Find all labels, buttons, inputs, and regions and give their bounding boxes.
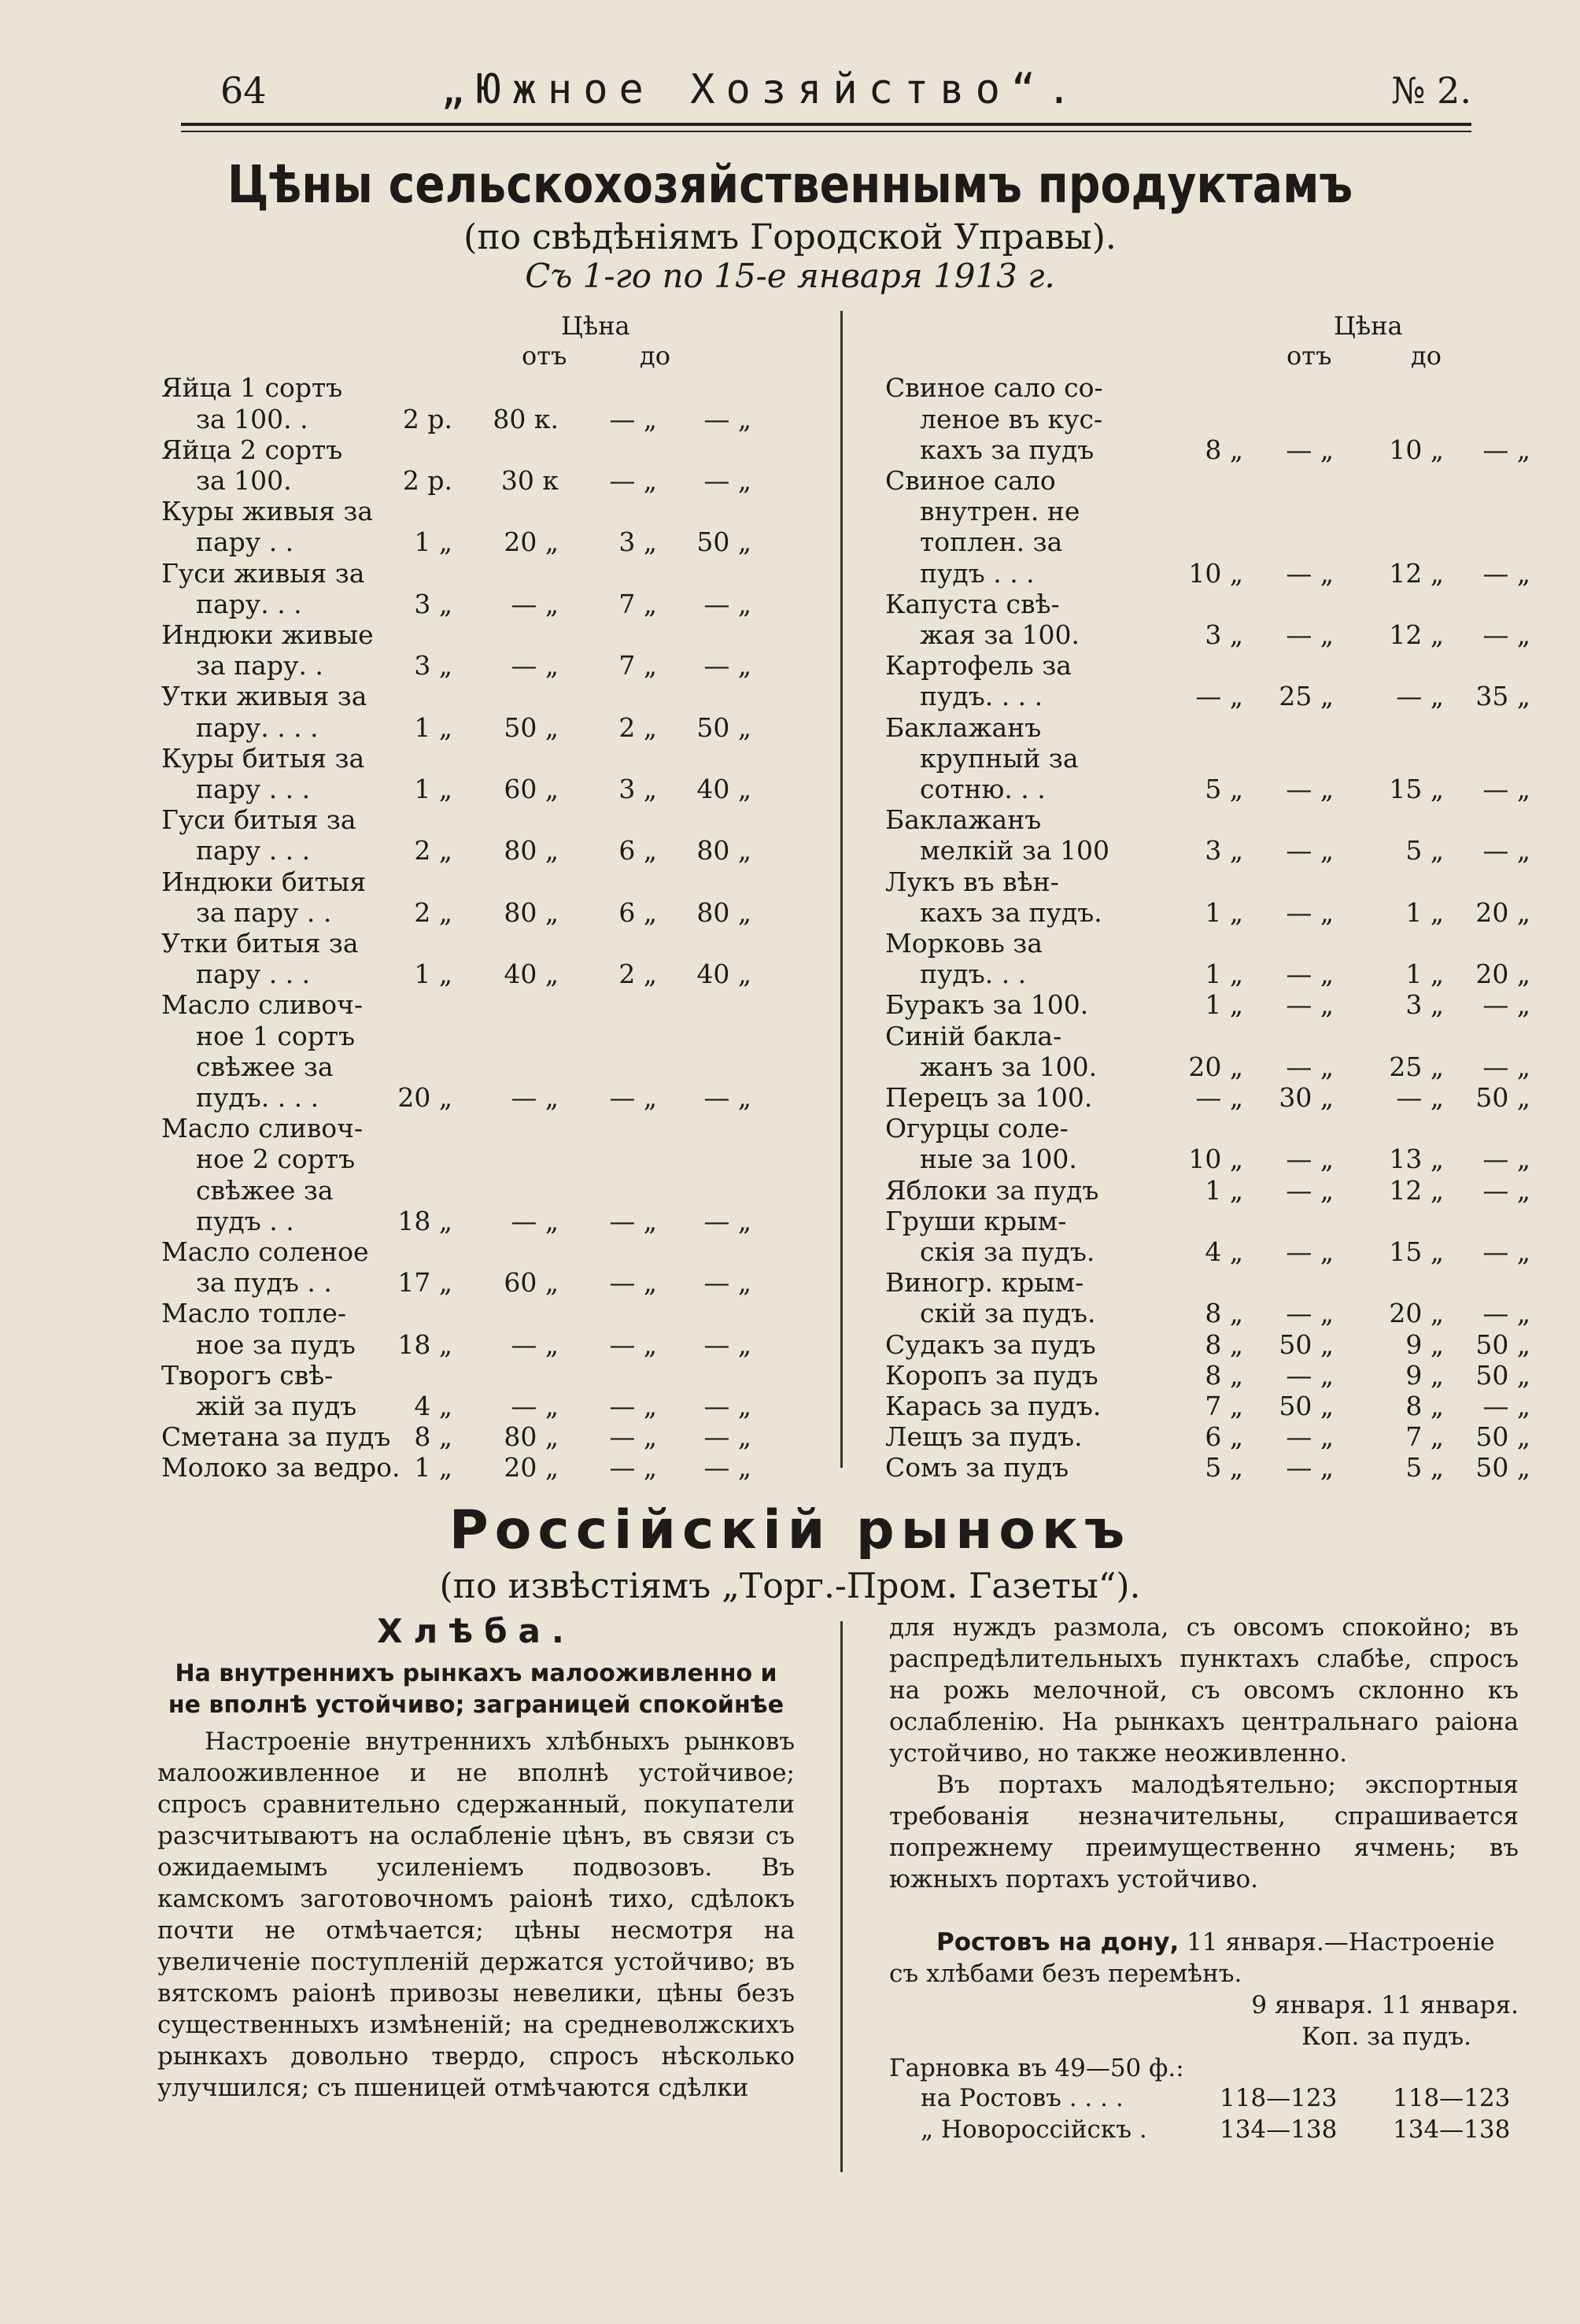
item-name: крупный за <box>920 742 1079 774</box>
header-rule-thin <box>181 131 1471 132</box>
price-value: 2 „ <box>414 896 452 928</box>
price-value: 60 „ <box>504 1267 559 1299</box>
item-name: Морковь за <box>885 928 1043 959</box>
item-name: жанъ за 100. <box>920 1051 1098 1082</box>
prices-subtitle: (по свѣдѣніямъ Городской Управы). <box>463 217 1117 257</box>
price-value: 50 „ <box>696 527 751 558</box>
price-value: 30 к <box>500 465 559 496</box>
quotes-table <box>889 2084 1519 2147</box>
price-value: — „ <box>1482 989 1530 1021</box>
price-value: 5 „ <box>1405 1452 1444 1483</box>
price-value: 18 „ <box>397 1328 452 1360</box>
price-value: 5 „ <box>1205 774 1243 804</box>
price-value: 1 „ <box>414 1452 452 1483</box>
price-value: 20 „ <box>1475 959 1530 990</box>
price-value: — „ <box>1482 434 1530 465</box>
price-value: 2 „ <box>618 711 657 743</box>
item-name: Яйца 1 сортъ <box>161 372 343 404</box>
price-value: 3 „ <box>1205 835 1243 866</box>
item-name: Огурцы соле- <box>885 1113 1069 1144</box>
price-value: 8 „ <box>1205 1328 1243 1360</box>
price-value: — „ <box>1482 1236 1530 1267</box>
price-value: — „ <box>609 1082 657 1113</box>
price-value: 20 „ <box>504 1452 559 1483</box>
price-value: — „ <box>1286 434 1334 465</box>
price-value: 10 „ <box>1188 557 1243 589</box>
price-value: 8 „ <box>414 1421 452 1453</box>
price-value: 15 „ <box>1389 1236 1444 1267</box>
item-name: Куры битыя за <box>161 742 365 774</box>
item-name: Масло сливоч- <box>161 1113 364 1144</box>
price-value: — „ <box>703 650 751 682</box>
price-value: 12 „ <box>1389 619 1444 650</box>
section-lead: На внутреннихъ рынкахъ малооживленно и не вполнѣ устойчиво; заграницей спокойнѣе <box>168 1660 784 1719</box>
item-name: жій за пудъ <box>196 1391 357 1421</box>
quote-row <box>889 2084 1519 2115</box>
item-name: пудъ . . <box>196 1205 294 1236</box>
price-value: — „ <box>1195 681 1243 712</box>
issue-number: № 2. <box>1390 69 1471 112</box>
price-value: 50 „ <box>1475 1421 1530 1453</box>
item-name: Куры живыя за <box>161 496 374 527</box>
rostov-report <box>889 1927 1519 1990</box>
price-value: 7 „ <box>1405 1421 1444 1453</box>
price-value: — „ <box>703 588 751 619</box>
to-label: до <box>1411 341 1442 371</box>
price-value: — „ <box>1482 774 1530 804</box>
column-rule <box>840 311 843 1468</box>
item-name: сотню. . . <box>920 774 1046 804</box>
item-name: ное за пудъ <box>196 1328 356 1360</box>
price-value: — „ <box>1482 1174 1530 1206</box>
price-value: — „ <box>1482 1144 1530 1175</box>
price-value: — „ <box>1482 835 1530 866</box>
price-value: 1 „ <box>414 959 452 990</box>
item-name: Сметана за пудъ <box>161 1421 391 1453</box>
price-value: — „ <box>1286 1452 1334 1483</box>
price-value: — „ <box>1286 619 1334 650</box>
page-number: 64 <box>220 69 267 112</box>
item-name: Утки битыя за <box>161 928 359 959</box>
item-name: свѣжее за <box>196 1051 334 1082</box>
price-value: — „ <box>609 403 657 434</box>
price-value: — „ <box>1396 1082 1444 1113</box>
item-name: за пару. . <box>196 650 323 682</box>
price-value: 5 „ <box>1405 835 1444 866</box>
price-value: — „ <box>511 650 559 682</box>
price-value: 7 „ <box>618 650 657 682</box>
price-value: 50 „ <box>504 711 559 743</box>
item-name: Коропъ за пудъ <box>885 1359 1098 1391</box>
item-name: Сомъ за пудъ <box>885 1452 1069 1483</box>
price-value: — „ <box>703 1267 751 1299</box>
item-name: Гуси битыя за <box>161 804 356 836</box>
quote-d2: 118—123 <box>1393 2084 1511 2112</box>
price-value: 80 „ <box>696 896 751 928</box>
price-value: — „ <box>1286 1359 1334 1391</box>
price-value: — „ <box>1482 1298 1530 1329</box>
price-value: — „ <box>511 588 559 619</box>
item-name: Свиное сало <box>885 465 1056 496</box>
price-value: — „ <box>703 1328 751 1360</box>
price-value: — „ <box>703 1391 751 1421</box>
price-value: 25 „ <box>1279 681 1334 712</box>
item-name: Утки живыя за <box>161 681 367 712</box>
item-name: топлен. за <box>920 527 1063 558</box>
quote-place: на Ростовъ . . . . <box>921 2084 1124 2112</box>
price-value: 9 „ <box>1405 1328 1444 1360</box>
item-name: Картофель за <box>885 650 1072 682</box>
price-value: — „ <box>1286 774 1334 804</box>
item-name: Масло сливоч- <box>161 989 364 1021</box>
price-value: — „ <box>1286 989 1334 1021</box>
quote-d1: 118—123 <box>1220 2084 1338 2112</box>
price-value: — „ <box>511 1391 559 1421</box>
item-name: Яйца 2 сортъ <box>161 434 343 465</box>
price-value: 8 „ <box>1205 434 1243 465</box>
price-value: — „ <box>703 1082 751 1113</box>
price-value: 12 „ <box>1389 1174 1444 1206</box>
price-value: 1 „ <box>1405 959 1444 990</box>
price-value: 10 „ <box>1188 1144 1243 1175</box>
price-value: — „ <box>609 465 657 496</box>
price-value: 20 „ <box>1188 1051 1243 1082</box>
item-name: Масло топле- <box>161 1298 347 1329</box>
item-name: леное въ кус- <box>920 403 1103 434</box>
item-name: за пару . . <box>196 896 332 928</box>
price-value: 9 „ <box>1405 1359 1444 1391</box>
item-name: пару. . . . <box>196 711 319 743</box>
item-name: Лещъ за пудъ. <box>885 1421 1083 1453</box>
price-value: 1 „ <box>1205 989 1243 1021</box>
item-name: Судакъ за пудъ <box>885 1328 1096 1360</box>
item-name: свѣжее за <box>196 1174 334 1206</box>
item-name: Баклажанъ <box>885 711 1042 743</box>
price-value: 1 „ <box>1205 959 1243 990</box>
price-value: — „ <box>609 1452 657 1483</box>
price-value: 2 р. <box>402 465 452 496</box>
item-name: пудъ. . . . <box>196 1082 319 1113</box>
from-label: отъ <box>1287 341 1332 371</box>
price-value: — „ <box>703 1421 751 1453</box>
price-value: — „ <box>1286 959 1334 990</box>
price-value: 3 „ <box>414 588 452 619</box>
price-value: 6 „ <box>618 835 657 866</box>
price-value: — „ <box>703 403 751 434</box>
price-value: — „ <box>1286 1051 1334 1082</box>
price-value: 1 „ <box>414 774 452 804</box>
market-subtitle: (по извѣстіямъ „Торг.-Пром. Газеты“). <box>439 1566 1141 1606</box>
price-value: 25 „ <box>1389 1051 1444 1082</box>
quote-dates <box>889 1990 1519 2021</box>
item-name: Индюки битыя <box>161 866 367 897</box>
market-left-column <box>157 1612 795 2104</box>
item-name: пудъ. . . <box>920 959 1027 990</box>
rostov-city: Ростовъ на дону, <box>936 1928 1179 1956</box>
price-value: 80 „ <box>504 835 559 866</box>
column-rule <box>840 1621 843 2172</box>
item-name: пару . . . <box>196 774 311 804</box>
price-value: — „ <box>703 465 751 496</box>
price-value: — „ <box>1286 1421 1334 1453</box>
item-name: Творогъ свѣ- <box>161 1359 334 1391</box>
price-value: 8 „ <box>1405 1391 1444 1421</box>
price-value: 50 „ <box>1279 1328 1334 1360</box>
price-value: 50 „ <box>696 711 751 743</box>
item-name: за 100. <box>196 465 292 496</box>
item-name: жая за 100. <box>920 619 1080 650</box>
item-name: пару . . . <box>196 959 311 990</box>
price-value: 1 „ <box>414 527 452 558</box>
price-value: 4 „ <box>414 1391 452 1421</box>
item-name: Гуси живыя за <box>161 557 365 589</box>
item-name: Виногр. крым- <box>885 1267 1084 1299</box>
item-name: Молоко за ведро. <box>161 1452 401 1483</box>
price-value: 35 „ <box>1475 681 1530 712</box>
price-value: 1 „ <box>1205 1174 1243 1206</box>
item-name: ные за 100. <box>920 1144 1077 1175</box>
price-value: 80 „ <box>504 896 559 928</box>
item-name: Буракъ за 100. <box>885 989 1089 1021</box>
item-name: пару . . <box>196 527 294 558</box>
price-value: 3 „ <box>414 650 452 682</box>
price-value: 7 „ <box>1205 1391 1243 1421</box>
price-value: — „ <box>1286 896 1334 928</box>
quote-d1: 134—138 <box>1220 2115 1338 2144</box>
item-name: Яблоки за пудъ <box>885 1174 1099 1206</box>
quote-units: Коп. за пудъ. <box>1301 2023 1471 2051</box>
prices-title: Цѣны сельскохозяйственнымъ продуктамъ <box>227 154 1353 215</box>
price-header: Цѣна <box>1334 311 1403 341</box>
price-value: — „ <box>1482 1391 1530 1421</box>
price-value: 3 „ <box>1405 989 1444 1021</box>
price-value: — „ <box>511 1328 559 1360</box>
price-value: 15 „ <box>1389 774 1444 804</box>
price-value: 10 „ <box>1389 434 1444 465</box>
item-name: ное 1 сортъ <box>196 1020 356 1051</box>
price-value: 6 „ <box>618 896 657 928</box>
quote-row <box>889 2115 1519 2147</box>
item-name: за 100. . <box>196 403 308 434</box>
price-value: 20 „ <box>504 527 559 558</box>
price-value: — „ <box>1396 681 1444 712</box>
price-value: 1 „ <box>1205 896 1243 928</box>
price-header: Цѣна <box>561 311 630 341</box>
price-value: 80 „ <box>504 1421 559 1453</box>
price-value: 2 р. <box>402 403 452 434</box>
price-value: — „ <box>1482 619 1530 650</box>
price-value: — „ <box>703 1205 751 1236</box>
item-name: пудъ . . . <box>920 557 1035 589</box>
item-name: скій за пудъ. <box>920 1298 1096 1329</box>
price-value: — „ <box>609 1267 657 1299</box>
quote-place: „ Новороссійскъ . <box>921 2115 1147 2144</box>
price-value: — „ <box>609 1391 657 1421</box>
price-value: — „ <box>609 1328 657 1360</box>
price-value: — „ <box>1286 835 1334 866</box>
price-value: 50 „ <box>1279 1391 1334 1421</box>
price-value: 50 „ <box>1475 1452 1530 1483</box>
price-value: 80 „ <box>696 835 751 866</box>
price-value: 2 „ <box>414 835 452 866</box>
item-name: кахъ за пудъ. <box>920 896 1102 928</box>
prices-period: Съ 1-го по 15-е января 1913 г. <box>525 257 1055 295</box>
price-value: 8 „ <box>1205 1359 1243 1391</box>
item-name: Синій бакла- <box>885 1020 1062 1051</box>
item-name: Лукъ въ вѣн- <box>885 866 1059 897</box>
price-value: — „ <box>1482 1051 1530 1082</box>
item-name: Баклажанъ <box>885 804 1042 836</box>
item-name: кахъ за пудъ <box>920 434 1095 465</box>
market-title: Россійскій рынокъ <box>449 1499 1131 1561</box>
price-value: 50 „ <box>1475 1328 1530 1360</box>
price-value: 3 „ <box>618 774 657 804</box>
price-value: 3 „ <box>618 527 657 558</box>
paragraph: Настроеніе внутреннихъ хлѣбныхъ рынковъ малооживленное и не вполнѣ устойчивое; спросъ сравнительно сдержанный, покупатели разсчитываютъ на ослабленіе цѣнъ, въ связи съ ожидаемымъ усиленіемъ подвозовъ. Въ камскомъ заготовочномъ раіонѣ тихо, сдѣлокъ почти не отмѣчается; цѣны несмотря на увеличеніе поступленій держатся устойчиво; въ вятскомъ раіонѣ привозы невелики, цѣны безъ существенныхъ измѣненій; на средневолжскихъ рынкахъ довольно твердо, спросъ нѣсколько улучшился; съ пшеницей отмѣчаются сдѣлки <box>157 1727 795 2102</box>
price-value: — „ <box>703 1452 751 1483</box>
price-value: — „ <box>1195 1082 1243 1113</box>
price-value: 1 „ <box>1405 896 1444 928</box>
item-name: Капуста свѣ- <box>885 588 1060 619</box>
price-value: 40 „ <box>696 959 751 990</box>
price-value: — „ <box>511 1082 559 1113</box>
price-value: 8 „ <box>1205 1298 1243 1329</box>
market-right-column <box>889 1612 1519 2147</box>
item-name: пудъ. . . . <box>920 681 1043 712</box>
item-name: Груши крым- <box>885 1205 1067 1236</box>
price-value: — „ <box>1286 557 1334 589</box>
price-value: 3 „ <box>1205 619 1243 650</box>
item-name: внутрен. не <box>920 496 1080 527</box>
price-value: 40 „ <box>696 774 751 804</box>
price-value: 80 к. <box>493 403 559 434</box>
item-name: Индюки живые <box>161 619 374 650</box>
quote-d2: 134—138 <box>1393 2115 1511 2144</box>
date-2: 11 января. <box>1381 1991 1519 2019</box>
price-value: — „ <box>1286 1298 1334 1329</box>
price-value: 20 „ <box>1475 896 1530 928</box>
price-value: 2 „ <box>618 959 657 990</box>
price-value: — „ <box>1286 1236 1334 1267</box>
price-value: 20 „ <box>397 1082 452 1113</box>
price-value: 40 „ <box>504 959 559 990</box>
date-1: 9 января. <box>1251 1991 1374 2019</box>
price-value: — „ <box>609 1205 657 1236</box>
item-name: Перецъ за 100. <box>885 1082 1093 1113</box>
running-header <box>181 63 1471 134</box>
item-name: пару. . . <box>196 588 302 619</box>
journal-title: „Южное Хозяйство“. <box>441 66 1083 113</box>
price-value: 7 „ <box>618 588 657 619</box>
price-value: 4 „ <box>1205 1236 1243 1267</box>
price-value: 13 „ <box>1389 1144 1444 1175</box>
price-value: — „ <box>609 1421 657 1453</box>
from-label: отъ <box>522 341 567 371</box>
price-value: — „ <box>1482 557 1530 589</box>
price-value: 50 „ <box>1475 1359 1530 1391</box>
item-name: Масло соленое <box>161 1236 369 1267</box>
price-value: — „ <box>511 1205 559 1236</box>
price-value: 1 „ <box>414 711 452 743</box>
to-label: до <box>640 341 670 371</box>
paragraph: для нуждъ размола, съ овсомъ спокойно; въ распредѣлительныхъ пунктахъ слабѣе, спросъ на рожь мелочной, съ овсомъ склонно къ ослабленію. На рынкахъ центральнаго раіона устойчиво, но также неоживленно. <box>889 1613 1519 1768</box>
header-rule <box>181 123 1471 126</box>
item-name: мелкій за 100 <box>920 835 1109 866</box>
item-name: за пудъ . . <box>196 1267 332 1299</box>
price-value: 6 „ <box>1205 1421 1243 1453</box>
price-value: 50 „ <box>1475 1082 1530 1113</box>
price-value: 12 „ <box>1389 557 1444 589</box>
section-heading: Хлѣба. <box>377 1612 575 1650</box>
garnovka-label: Гарновка въ 49—50 ф.: <box>889 2054 1184 2082</box>
item-name: Карась за пудъ. <box>885 1391 1102 1421</box>
item-name: скія за пудъ. <box>920 1236 1095 1267</box>
price-value: 60 „ <box>504 774 559 804</box>
price-value: 20 „ <box>1389 1298 1444 1329</box>
price-value: 30 „ <box>1279 1082 1334 1113</box>
item-name: Свиное сало со- <box>885 372 1103 404</box>
price-value: 17 „ <box>397 1267 452 1299</box>
price-value: — „ <box>1286 1174 1334 1206</box>
item-name: пару . . . <box>196 835 311 866</box>
rostov-text: 11 января.—Настроеніе съ хлѣбами безъ перемѣнъ. <box>889 1928 1495 1988</box>
paragraph: Въ портахъ малодѣятельно; экспортныя требованія незначительны, спрашивается попрежнему преимущественно ячмень; въ южныхъ портахъ устойчиво. <box>889 1771 1519 1894</box>
price-value: 18 „ <box>397 1205 452 1236</box>
item-name: ное 2 сортъ <box>196 1144 356 1175</box>
price-value: — „ <box>1286 1144 1334 1175</box>
price-value: 5 „ <box>1205 1452 1243 1483</box>
